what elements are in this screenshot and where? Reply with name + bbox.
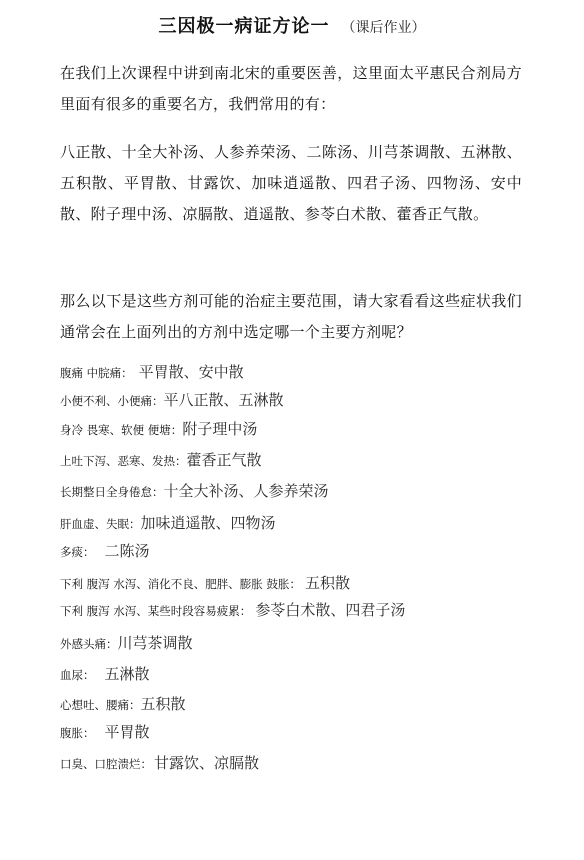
qa-item (60, 632, 530, 662)
symptom-text: 长期整日全身倦怠： (60, 485, 164, 499)
answer-text: 甘露饮、凉膈散 (154, 754, 260, 772)
document-title: 三因极一病证方论一 (158, 16, 330, 37)
symptom-text: 心想吐、腰痛： (60, 698, 141, 712)
qa-item (60, 599, 530, 629)
title-row (0, 12, 584, 38)
intro-paragraph: 在我们上次课程中讲到南北宋的重要医善，这里面太平惠民合剂局方里面有很多的重要名方，我們常用的有： (60, 64, 522, 113)
symptom-text: 外感头痛： (60, 637, 118, 651)
answer-text: 川芎茶调散 (117, 634, 193, 652)
answer-text: 附子理中汤 (182, 420, 258, 438)
answer-text: 十全大补汤、人参养荣汤 (163, 482, 329, 500)
symptom-text: 上吐下泻、恶寒、发热： (60, 454, 187, 468)
answer-text: 五积散 (304, 574, 350, 592)
qa-item (60, 752, 530, 782)
qa-item (60, 663, 530, 693)
answer-text: 二陈汤 (104, 542, 150, 560)
symptom-text: 血尿： (60, 668, 95, 682)
answer-text: 五积散 (140, 695, 186, 713)
qa-item (60, 512, 530, 542)
answer-text: 五淋散 (104, 665, 150, 683)
symptom-text: 腹胀： (60, 726, 95, 740)
answer-text: 参苓白术散、四君子汤 (255, 601, 406, 619)
answer-text: 藿香正气散 (186, 451, 262, 469)
symptom-text: 多痰： (60, 545, 95, 559)
symptom-text: 下利 腹泻 水泻、某些时段容易疲累： (60, 604, 252, 618)
qa-item (60, 572, 530, 602)
answer-text: 平胃散、安中散 (138, 363, 244, 381)
answer-text: 加味逍遥散、四物汤 (140, 514, 276, 532)
symptom-text: 口臭、口腔溃烂： (60, 757, 152, 771)
symptom-text: 身冷 畏寒、软便 便塘： (60, 423, 183, 437)
question-paragraph: 那么以下是这些方剂可能的治症主要范围，请大家看看这些症状我们通常会在上面列出的方剂中选定哪一个主要方剂呢？ (60, 292, 522, 341)
symptom-text: 小便不利、小便痛： (60, 394, 164, 408)
answer-text: 平胃散 (104, 723, 150, 741)
qa-item (60, 361, 530, 391)
symptom-text: 腹痛 中脘痛： (60, 366, 133, 380)
qa-item (60, 389, 530, 419)
qa-item (60, 540, 530, 570)
qa-item (60, 418, 530, 448)
symptom-text: 下利 腹泻 水泻、消化不良、肥胖、膨胀 鼓胀： (60, 577, 301, 591)
qa-item (60, 449, 530, 479)
symptom-text: 肝血虚、失眠： (60, 517, 141, 531)
qa-item (60, 693, 530, 723)
qa-item (60, 480, 530, 510)
formula-list-paragraph: 八正散、十全大补汤、人参养荣汤、二陈汤、川芎茶调散、五淋散、五积散、平胃散、甘露饮、加味逍遥散、四君子汤、四物汤、安中散、附子理中汤、凉膈散、逍遥散、参苓白术散、藿香正气散。 (60, 143, 522, 223)
document-subtitle: （课后作业） (341, 20, 426, 36)
answer-text: 平八正散、五淋散 (163, 391, 284, 409)
qa-item (60, 721, 530, 751)
